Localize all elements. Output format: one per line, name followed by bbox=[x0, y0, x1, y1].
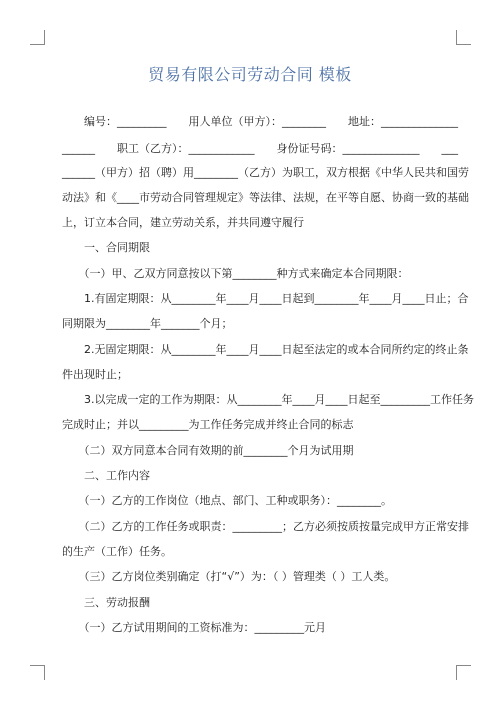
page-corner-bottom-left bbox=[30, 665, 45, 680]
contract-line-fixed-term-1: 1.有固定期限：从________年____月____日起到________年____月____日止；合 bbox=[62, 292, 469, 305]
contract-line-position: （一）乙方的工作岗位（地点、部门、工种或职务）：________。 bbox=[62, 494, 392, 507]
contract-line-intro-3: 上，订立本合同，建立劳动关系，并共同遵守履行 bbox=[62, 216, 304, 229]
contract-line-position-type: （三）乙方岗位类别确定（打“√”）为：（ ）管理类（ ）工人类。 bbox=[62, 570, 396, 583]
contract-line-probation: （二）双方同意本合同有效期的前________个月为试用期 bbox=[62, 444, 354, 457]
page-corner-bottom-right bbox=[456, 665, 471, 680]
contract-line-duties-2: 的生产（工作）任务。 bbox=[62, 545, 172, 558]
contract-line-task-term-1: 3.以完成一定的工作为期限：从________年____月____日起至_________工作任务 bbox=[62, 393, 474, 406]
contract-line-open-term-1: 2.无固定期限：从________年____月____日起至法定的或本合同所约定的终止条 bbox=[62, 343, 469, 356]
contract-line-fixed-term-2: 同期限为________年_______个月； bbox=[62, 317, 233, 330]
section-heading-remuneration: 三、劳动报酬 bbox=[62, 596, 150, 609]
contract-line-open-term-2: 件出现时止； bbox=[62, 368, 128, 381]
contract-line-task-term-2: 完成时止；并以_________为工作任务完成并终止合同的标志 bbox=[62, 418, 354, 431]
contract-line-probation-wage: （一）乙方试用期间的工资标准为：_________元月 bbox=[62, 621, 326, 634]
contract-line-employee-id: ______ 职工（乙方）：____________ 身份证号码：______________ ___ bbox=[62, 142, 458, 155]
page-corner-top-right bbox=[456, 30, 471, 45]
contract-line-number-employer-address: 编号：_________ 用人单位（甲方）：________ 地址：______________ bbox=[62, 115, 458, 128]
contract-line-term-method: （一）甲、乙双方同意按以下第________种方式来确定本合同期限： bbox=[62, 267, 409, 280]
contract-line-intro-1: ______（甲方）招（聘）用________（乙方）为职工，双方根据《中华人民共和国劳 bbox=[62, 166, 469, 179]
section-heading-work-content: 二、工作内容 bbox=[62, 469, 150, 482]
section-heading-term: 一、合同期限 bbox=[62, 241, 150, 254]
page-corner-top-left bbox=[30, 30, 45, 45]
contract-line-duties-1: （二）乙方的工作任务或职责：_________；乙方必须按质按量完成甲方正常安排 bbox=[62, 520, 469, 533]
document-title: 贸易有限公司劳动合同 模板 bbox=[148, 65, 352, 84]
contract-line-intro-2: 动法》和《____市劳动合同管理规定》等法律、法规，在平等自愿、协商一致的基础 bbox=[62, 191, 469, 204]
